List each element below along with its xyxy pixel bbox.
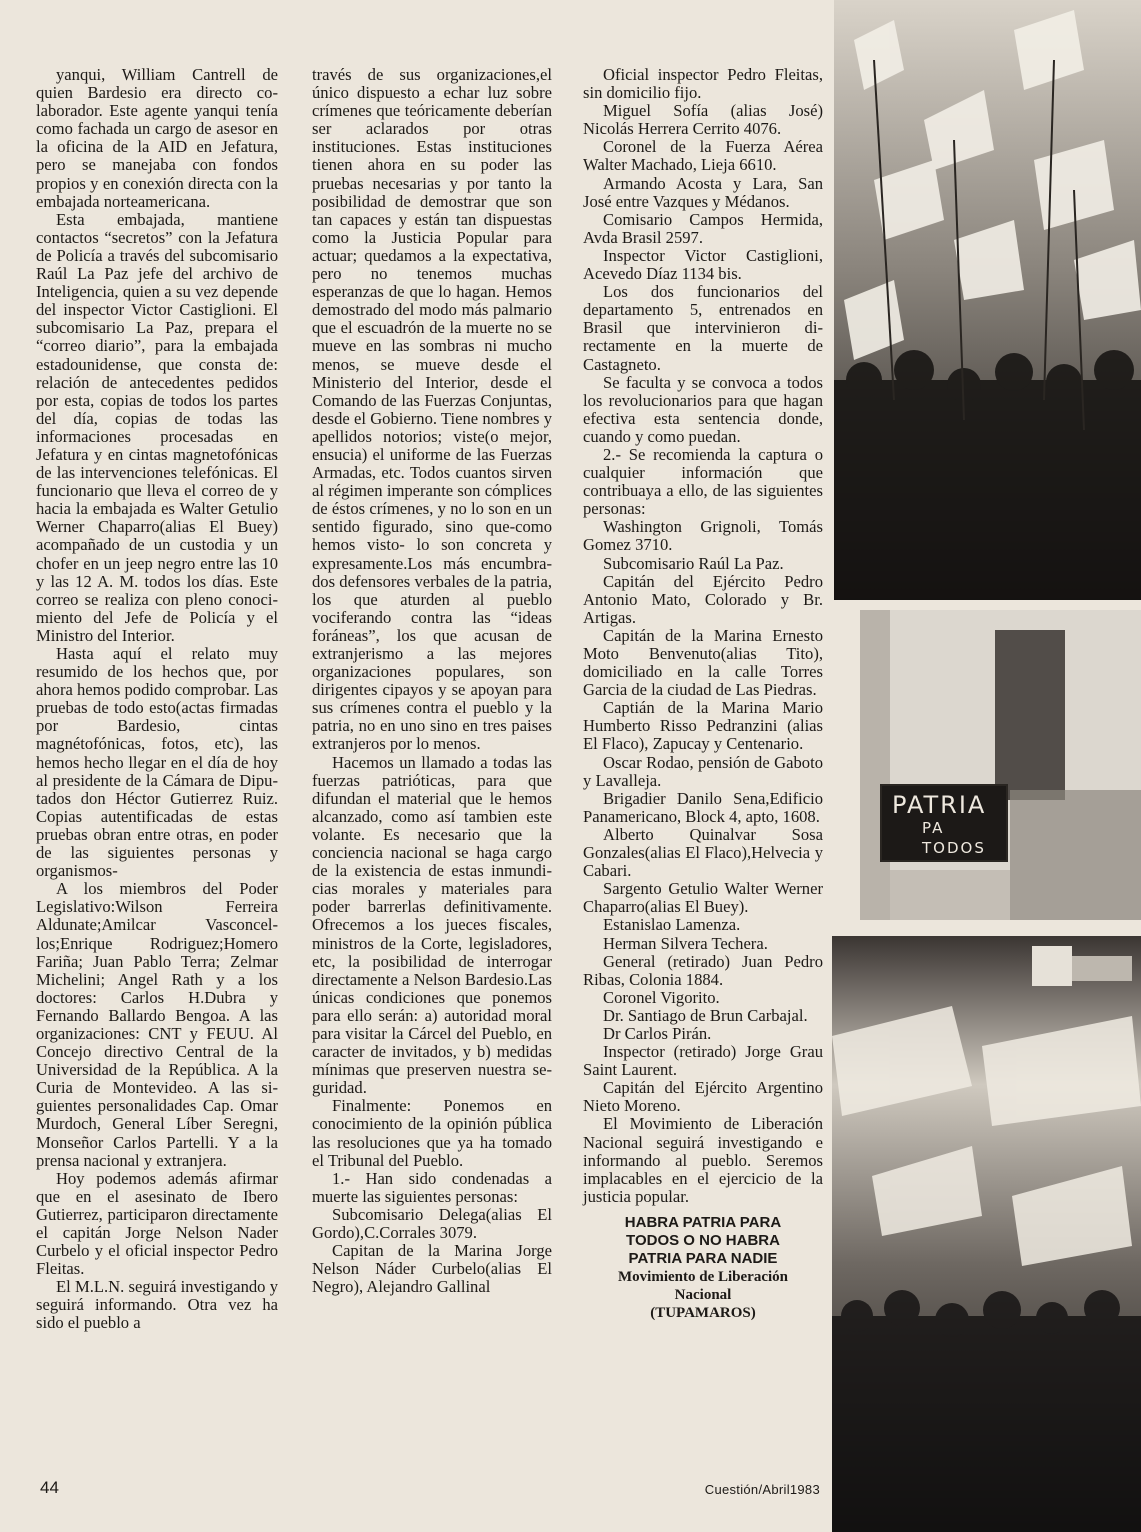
paragraph: Alberto Quinalvar Sosa Gonzales(alias El Flaco),Helvecia y Cabari.: [583, 824, 823, 881]
paragraph: Washington Grignoli, Tomás Gomez 3710.: [583, 517, 823, 555]
paragraph: Hasta aquí el relato muy resumido de los hechos que, por ahora hemos podido comprobar. Las pruebas de todo esto(actas firmadas por Bardesio, cintas magnétofónicas, fotos, etc), las hemos hecho llegar en el día de hoy al presidente de la Cámara de Diputados don Héctor Gutierrez Ruiz. Copias autentificadas de estas pruebas obran entre otras, en poder de las siguientes personas y organismos-: [36, 644, 278, 881]
paragraph: Subcomisario Delega(alias El Gordo),C.Corrales 3079.: [312, 1204, 552, 1242]
paragraph: General (retirado) Juan Pedro Ribas, Colonia 1884.: [583, 951, 823, 989]
paragraph: Brigadier Danilo Sena,Edificio Panamericano, Block 4, apto, 1608.: [583, 788, 823, 826]
paragraph: Coronel Vigorito.: [603, 987, 720, 1007]
signature-line: Nacional: [674, 1286, 732, 1303]
paragraph: Sargento Getulio Walter Werner Chaparro(alias El Buey).: [583, 879, 823, 917]
banner-line: PA TODOS: [922, 819, 986, 857]
paragraph: 2.- Se recomienda la captura o cualquier información que contribuaya a ello, de las siguientes personas:: [583, 444, 823, 519]
paragraph: El M.L.N. seguirá investigando y seguirá informando. Otra vez ha sido el pueblo a: [36, 1277, 278, 1333]
paragraph: Armando Acosta y Lara, San José entre Vazques y Médanos.: [583, 173, 823, 211]
publication-footer: Cuestión/Abril1983: [704, 1482, 820, 1497]
crowd-flags-photo: [834, 0, 1141, 600]
paragraph: Los dos funcionarios del departamento 5, entrenados en Brasil que intervinieron directamente en la muerte de Castagneto.: [583, 282, 823, 374]
paragraph: Coronel de la Fuerza Aérea Walter Machado, Lieja 6610.: [583, 137, 823, 175]
paragraph: Captián de la Marina Mario Humberto Risso Pedranzini (alias El Flaco), Zapucay y Centenario.: [583, 698, 823, 754]
closing-slogan: [583, 1214, 823, 1322]
paragraph: Miguel Sofía (alias José) Nicolás Herrera Cerrito 4076.: [583, 101, 823, 139]
paragraph: Se faculta y se convoca a todos los revolucionarios para que hagan efectiva esta sentencia donde, cuando y como puedan.: [583, 372, 823, 446]
slogan-line: TODOS O NO HABRA: [626, 1231, 780, 1249]
paragraph: Inspector Victor Castiglioni, Acevedo Díaz 1134 bis.: [583, 245, 823, 284]
paragraph: Esta embajada, mantiene contactos “secretos” con la Jefatura de Policía a través del subcomisario Raúl La Paz jefe del archivo de Inteligencia, quien a su vez depende del inspector Victor Castiglioni. El subcomisario La Paz, prepara el “correo diario”, para la embajada estadounidense, que consta de: relación de antecedentes pedidos por esta, copias de todos los partes del día, copias de todas las informaciones procesadas en Jefatura y en cintas magnetofónicas de las intervenciones telefónicas. El funcionario que lleva el correo de y hacia la embajada es Walter Getulio Werner Chaparro(alias El Buey) acompañado de un custodia y un chofer en un jeep negro entre las 10 y las 12 A. M. todos los días. Este correo se realiza con pleno conocimiento del Jefe de Policía y el Ministro del Interior.: [36, 209, 278, 645]
paragraph: 1.- Han sido condenadas a muerte las siguientes personas:: [312, 1168, 552, 1206]
paragraph: Herman Silvera Techera.: [603, 933, 768, 953]
paragraph: Subcomisario Raúl La Paz.: [603, 553, 784, 573]
paragraph: Estanislao Lamenza.: [603, 915, 741, 935]
paragraph: Capitan de la Marina Jorge Nelson Náder Curbelo(alias El Negro), Alejandro Gallinal: [312, 1241, 552, 1297]
paragraph: Capitán del Ejército Argentino Nieto Moreno.: [583, 1078, 823, 1116]
paragraph: Comisario Campos Hermida, Avda Brasil 2597.: [583, 209, 823, 247]
patria-banner-photo: [860, 610, 1141, 920]
page-number: 44: [40, 1478, 59, 1497]
paragraph: Hoy podemos además afirmar que en el asesinato de Ibero Gutierrez, participaron directamente el capitán Jorge Nelson Nader Curbelo y el oficial inspector Pedro Fleitas.: [36, 1168, 278, 1279]
signature-line: Movimiento de Liberación: [618, 1268, 788, 1285]
paragraph: Dr. Santiago de Brun Carbajal.: [603, 1005, 808, 1025]
paragraph: Inspector (retirado) Jorge Grau Saint Laurent.: [583, 1042, 823, 1080]
paragraph: Dr Carlos Pirán.: [603, 1023, 712, 1043]
paragraph: Hacemos un llamado a todas las fuerzas patrióticas, para que difundan el material que le hemos alcanzado, como así tambien este volante. Es necesario que la conciencia nacional se haga cargo de la existencia de estas inmundicias morales y materiales para poder barrerlas definitivamente. Ofrecemos a los jueces fiscales, ministros de la Corte, legisladores, etc, la posibilidad de interrogar directamente a Nelson Bardesio.Las únicas condiciones que ponemos para ello serán: a) autoridad moral para visitar la Cárcel del Pueblo, en caracter de invitados, y b) medidas mínimas que preserven nuestra seguridad.: [312, 752, 552, 1098]
crowd-march-photo: [832, 936, 1141, 1532]
paragraph: Finalmente: Ponemos en conocimiento de la opinión pública las resoluciones que ya ha tomado el Tribunal del Pueblo.: [312, 1096, 552, 1170]
paragraph: Oficial inspector Pedro Fleitas, sin domicilio fijo.: [583, 65, 823, 103]
patria-banner-sign: [880, 784, 1008, 862]
text-column-2: [312, 66, 552, 1296]
text-column-3: [583, 66, 823, 1322]
text-column-1: [36, 66, 278, 1333]
paragraph: yanqui, William Cantrell de quien Bardesio era directo colaborador. Este agente yanqui tenía como fachada un cargo de asesor en la oficina de la AID en Jefatura, pero se manejaba con fondos propios y en conexión directa con la embajada norteamericana.: [36, 65, 278, 211]
paragraph: Capitán del Ejército Pedro Antonio Mato, Colorado y Br. Artigas.: [583, 571, 823, 627]
banner-line: PATRIA: [892, 791, 987, 819]
paragraph: A los miembros del Poder Legislativo:Wilson Ferreira Aldunate;Amilcar Vasconcellos;Enrique Rodriguez;Homero Fariña; Juan Pablo Terra; Zelmar Michelini; Angel Rath y a los doctores: Carlos H.Dubra y Fernando Ballardo Bengoa. A las organizaciones: CNT y FEUU. Al Concejo directivo Central de la Universidad de la República. A la Curia de Montevideo. A las siguientes personalidades Cap. Omar Murdoch, General Líber Seregni, Monseñor Carlos Partelli. Y a la prensa nacional y extranjera.: [36, 879, 278, 1170]
paragraph: Capitán de la Marina Ernesto Moto Benvenuto(alias Tito), domiciliado en la calle Torres Garcia de la ciudad de Las Piedras.: [583, 625, 823, 700]
paragraph: través de sus organizaciones,el único dispuesto a echar luz sobre crímenes que teóricamente deberían ser aclarados por otras instituciones. Estas instituciones tienen ahora en su poder las pruebas necesarias y por tanto la posibilidad de demostrar que son tan capaces y están tan dispuestas como la Justicia Popular para actuar; quedamos a la expectativa, pero no tenemos muchas esperanzas de que lo hagan. Hemos demostrado del modo más palmario que el escuadrón de la muerte no se mueve en las sombras ni mucho menos, se mueve desde el Ministerio del Interior, desde el Comando de las Fuerzas Conjuntas, desde el Gobierno. Tiene nombres y apellidos notorios; viste(o mejor, ensucia) el uniforme de las Fuerzas Armadas, etc. Todos cuantos sirven al régimen imperante son cómplices de éstos crímenes, y no lo son en un sentido figurado, sino que-como hemos visto- lo son concreta y expresamente.Los más encumbrados defensores verbales de la patria, los que aturden al pueblo vociferando contra las “ideas foráneas”, los que acusan de extranjerismo a las mejores organizaciones populares, son dirigentes cipayos y se apoyan para sus crímenes contra el pueblo y la patria, no en uno sino en tres paises extranjeros por lo menos.: [312, 65, 552, 754]
signature-line: (TUPAMAROS): [650, 1304, 756, 1321]
paragraph: Oscar Rodao, pensión de Gaboto y Lavalleja.: [583, 752, 823, 790]
slogan-line: HABRA PATRIA PARA: [624, 1213, 782, 1231]
paragraph: El Movimiento de Liberación Nacional seguirá investigando e informando al pueblo. Seremos implacables en el ejercicio de la justicia popular.: [583, 1114, 823, 1206]
slogan-line: PATRIA PARA NADIE: [628, 1249, 778, 1267]
